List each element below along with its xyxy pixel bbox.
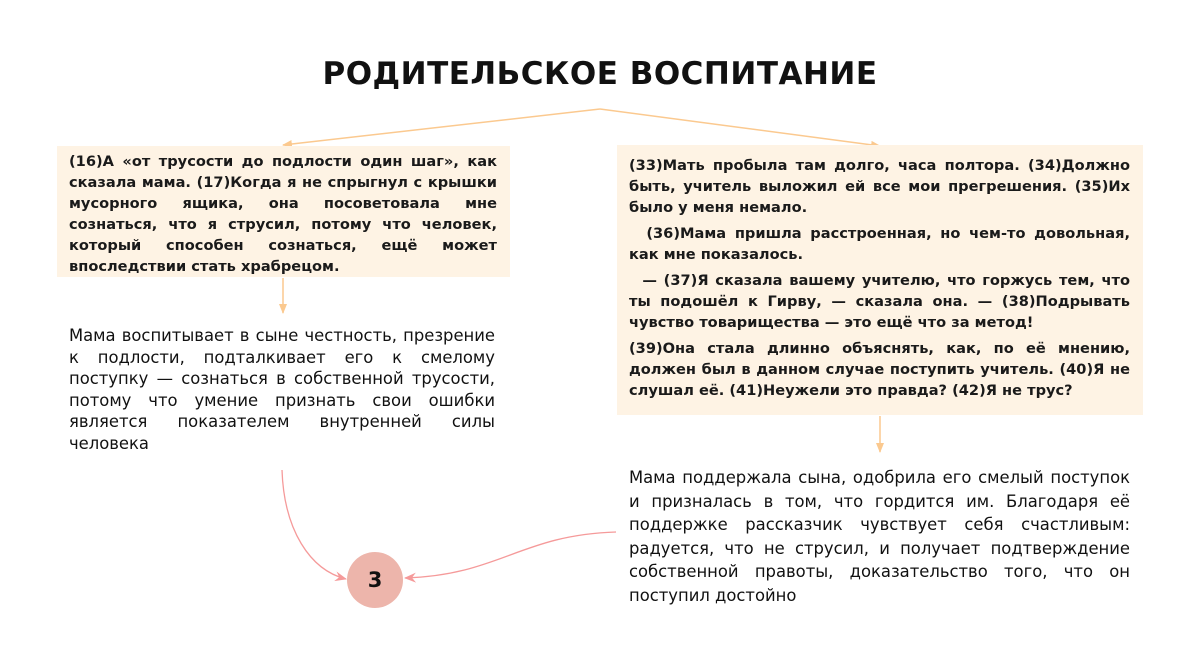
comment-left: Мама воспитывает в сыне честность, презрение к подлости, подталкивает его к смелому поступку — сознаться в собственной трусости, потому что умение признать свои ошибки является показателем внутренней силы человека [69, 326, 495, 453]
number-badge [347, 552, 403, 608]
arrow-right-comment-to-badge [405, 532, 616, 578]
quote-paragraph: (39)Она стала длинно объяснять, как, по её мнению, должен был в данном случае поступить учитель. (40)Я не слушал её. (41)Неужели это правда? (42)Я не трус? [629, 340, 1130, 399]
quote-paragraph: (33)Мать пробыла там долго, часа полтора. (34)Должно быть, учитель выложил ей все мои прегрешения. (35)Их было у меня немало. [629, 157, 1130, 216]
badge-number: 3 [367, 568, 383, 592]
arrow-title-to-right [600, 109, 880, 146]
page-title: РОДИТЕЛЬСКОЕ ВОСПИТАНИЕ [322, 56, 878, 92]
quote-box-right [617, 145, 1143, 415]
quote-box-left [57, 146, 510, 277]
arrow-title-to-left [283, 109, 600, 145]
arrow-left-comment-to-badge [282, 470, 346, 579]
quote-paragraph: — (37)Я сказала вашему учителю, что горжусь тем, что ты подошёл к Гирву, — сказала она. — (38)Подрывать чувство товарищества — это ещё что за метод! [629, 272, 1130, 331]
comment-right: Мама поддержала сына, одобрила его смелый поступок и призналась в том, что гордится им. Благодаря её поддержке рассказчик чувствует себя счастливым: радуется, что не струсил, и получает подтверждение собственной правоты, доказательство того, что он поступил достойно [629, 468, 1130, 605]
quote-text-left: (16)А «от трусости до подлости один шаг», как сказала мама. (17)Когда я не спрыгнул с крышки мусорного ящика, она посоветовала мне сознаться, что я струсил, потому что человек, который способен сознаться, ещё может впоследствии стать храбрецом. [69, 153, 497, 275]
quote-paragraph: (36)Мама пришла расстроенная, но чем-то довольная, как мне показалось. [629, 225, 1130, 263]
